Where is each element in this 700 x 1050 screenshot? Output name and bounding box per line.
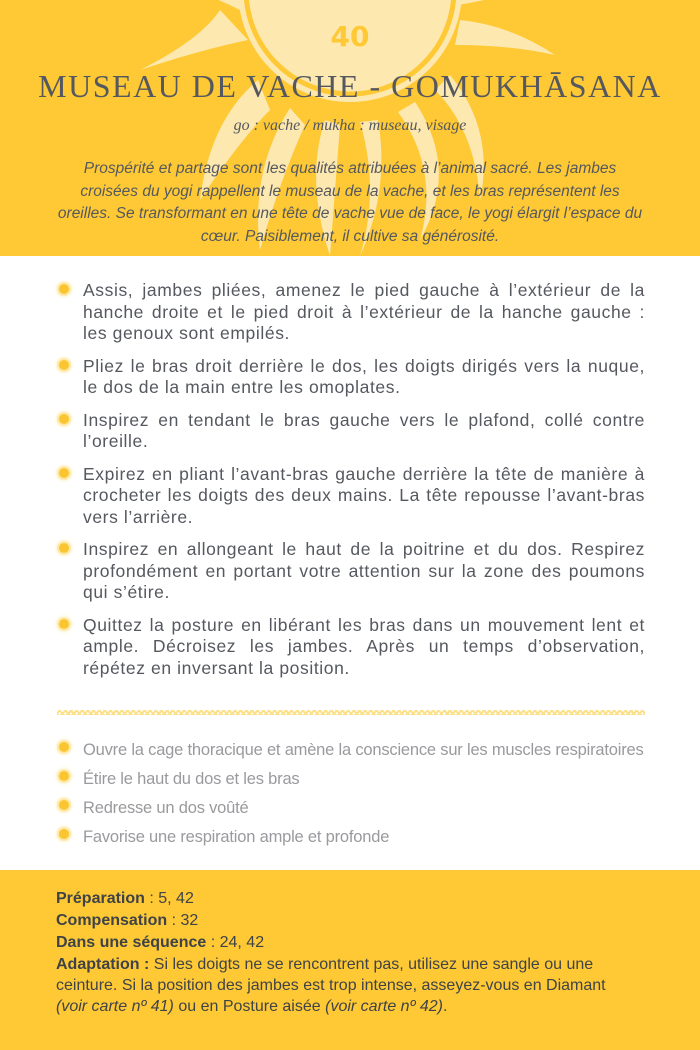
benefit-item — [57, 794, 657, 823]
step-text: Inspirez en tendant le bras gauche vers le plafond, collé contre l’oreille. — [83, 409, 645, 451]
benefit-text: Favorise une respiration ample et profonde — [83, 828, 390, 846]
adaptation-label: Adaptation : — [56, 956, 150, 973]
divider — [57, 710, 645, 715]
step-text: Expirez en pliant l’avant-bras gauche derrière la tête de manière à crocheter les doigts des deux mains. La tête repousse l’avant-bras vers l’arrière. — [83, 463, 645, 527]
sun-bullet-icon — [59, 800, 69, 810]
benefit-item — [57, 736, 657, 765]
benefit-text: Redresse un dos voûté — [83, 799, 249, 817]
compensation-label: Compensation — [56, 912, 168, 929]
sun-bullet-icon — [59, 468, 69, 478]
step-item — [57, 280, 645, 345]
step-item — [57, 410, 645, 453]
benefits-list — [57, 736, 657, 852]
sun-bullet-icon — [59, 771, 69, 781]
compensation — [56, 910, 626, 931]
benefit-item — [57, 823, 657, 852]
sun-bullet-icon — [59, 284, 69, 294]
compensation-value: : 32 — [167, 912, 199, 929]
adaptation — [56, 954, 626, 1017]
card-footer — [0, 870, 700, 1050]
sun-bullet-icon — [59, 742, 69, 752]
etymology: go : vache / mukha : museau, visage — [233, 117, 467, 134]
adaptation-text: ou en Posture aisée — [173, 998, 326, 1015]
card-reference: (voir carte nº 41) — [56, 998, 174, 1015]
card-reference: (voir carte nº 42) — [325, 998, 443, 1015]
step-item — [57, 464, 645, 529]
sun-bullet-icon — [59, 543, 69, 553]
sun-bullet-icon — [59, 414, 69, 424]
benefit-item — [57, 765, 657, 794]
sequence-value: : 24, 42 — [206, 934, 265, 951]
step-item — [57, 539, 645, 604]
pose-title: MUSEAU DE VACHE - GOMUKHĀSANA — [38, 68, 662, 104]
step-text: Assis, jambes pliées, amenez le pied gauche à l’extérieur de la hanche droite et le pied droit à l’extérieur de la hanche gauche : les genoux sont empilés. — [83, 280, 645, 343]
benefit-text: Ouvre la cage thoracique et amène la conscience sur les muscles respiratoires — [83, 741, 644, 759]
step-text: Quittez la posture en libérant les bras dans un mouvement lent et ample. Décroisez les jambes. Après un temps d’observation, répétez en inversant la position. — [83, 614, 645, 678]
step-text: Inspirez en allongeant le haut de la poitrine et du dos. Respirez profondément en portant votre attention sur la zone des poumons qui s’étire. — [83, 539, 645, 602]
sun-bullet-icon — [59, 619, 69, 629]
sequence-label: Dans une séquence — [56, 934, 207, 951]
sequence — [56, 932, 626, 953]
intro-text: Prospérité et partage sont les qualités attribuées à l’animal sacré. Les jambes croisées du yogi rappellent le museau de la vache, et les bras représentent les oreilles. Se transformant en une tête de vache vue de face, le yogi élargit l’espace du cœur. Paisiblement, il cultive sa générosité. — [57, 160, 643, 245]
step-item — [57, 356, 645, 399]
card-number: 40 — [330, 20, 370, 53]
card-header — [0, 0, 700, 256]
preparation-value: : 5, 42 — [144, 890, 194, 907]
preparation — [56, 888, 626, 909]
steps-list — [57, 280, 645, 690]
step-text: Pliez le bras droit derrière le dos, les doigts dirigés vers la nuque, le dos de la main entre les omoplates. — [83, 355, 645, 397]
step-item — [57, 615, 645, 680]
sun-bullet-icon — [59, 360, 69, 370]
benefit-text: Étire le haut du dos et les bras — [83, 770, 300, 788]
preparation-label: Préparation — [56, 890, 145, 907]
adaptation-text: . — [443, 998, 448, 1015]
adaptation-text: Si les doigts ne se rencontrent pas, utilisez une sangle ou une ceinture. Si la position des jambes est trop intense, asseyez-vous en Diamant — [56, 956, 606, 994]
sun-bullet-icon — [59, 829, 69, 839]
